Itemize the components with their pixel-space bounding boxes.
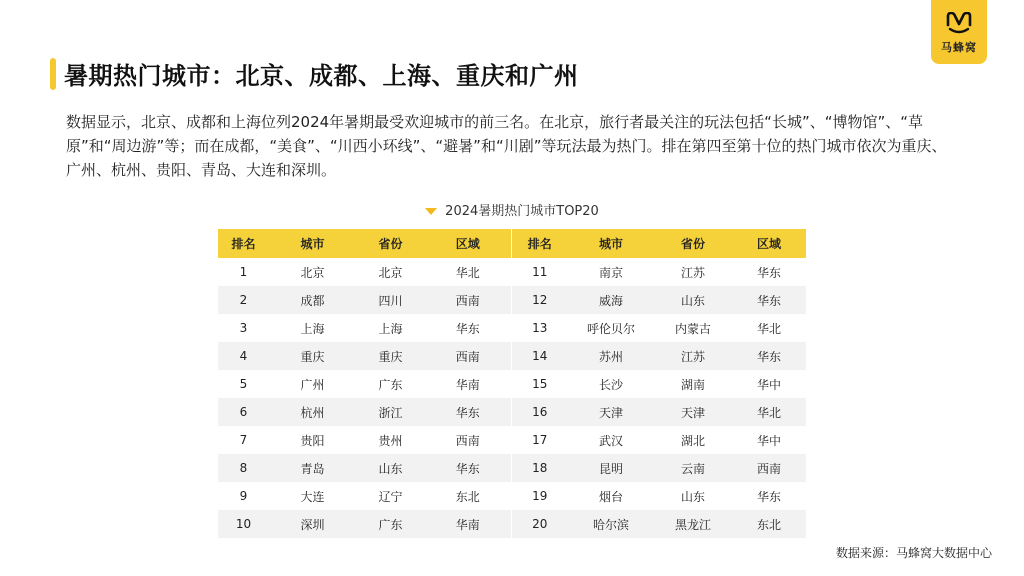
province-cell: 贵州 bbox=[378, 433, 403, 448]
rank-cell: 14 bbox=[511, 342, 568, 370]
header-province: 省份 bbox=[356, 229, 425, 258]
rank-cell: 3 bbox=[239, 321, 248, 335]
rank-cell: 20 bbox=[511, 510, 568, 538]
city-cell: 深圳 bbox=[269, 510, 356, 538]
province-cell: 山东 bbox=[356, 454, 425, 482]
province-cell: 重庆 bbox=[356, 342, 425, 370]
province-cell: 内蒙古 bbox=[674, 321, 711, 336]
rank-cell: 11 bbox=[532, 265, 548, 279]
region-cell: 华东 bbox=[756, 489, 781, 504]
province-cell: 广东 bbox=[378, 377, 403, 392]
region-cell: 华中 bbox=[756, 377, 781, 392]
province-cell: 湖北 bbox=[680, 433, 705, 448]
city-cell: 北京 bbox=[300, 265, 325, 280]
city-cell: 青岛 bbox=[269, 454, 356, 482]
city-cell: 成都 bbox=[269, 286, 356, 314]
city-cell: 长沙 bbox=[598, 377, 623, 392]
summary-paragraph: 数据显示，北京、成都和上海位列2024年暑期最受欢迎城市的前三名。在北京，旅行者最关注的玩法包括“长城”、“博物馆”、“草原”和“周边游”等；而在成都，“美食”、“川西小环线”、“避暑”和“川剧”等玩法最为热门。排在第四至第十位的热门城市依次为重庆、广州、杭州、贵阳、青岛、大连和深圳。 bbox=[66, 113, 947, 179]
city-cell: 呼伦贝尔 bbox=[586, 321, 635, 336]
region-cell: 华北 bbox=[425, 258, 511, 286]
rank-cell: 4 bbox=[218, 342, 269, 370]
city-cell: 南京 bbox=[598, 265, 623, 280]
city-cell: 上海 bbox=[300, 321, 325, 336]
region-cell: 华南 bbox=[425, 370, 511, 398]
header-province: 省份 bbox=[654, 229, 732, 258]
table-header-row bbox=[218, 229, 806, 258]
table-row bbox=[218, 510, 806, 538]
table-row bbox=[218, 370, 806, 398]
city-ranking-table bbox=[218, 229, 806, 538]
province-cell: 上海 bbox=[378, 321, 403, 336]
rank-cell: 6 bbox=[218, 398, 269, 426]
header-city: 城市 bbox=[568, 229, 654, 258]
rank-cell: 9 bbox=[239, 489, 248, 503]
rank-cell: 13 bbox=[532, 321, 548, 335]
region-cell: 华东 bbox=[425, 314, 511, 342]
province-cell: 湖南 bbox=[680, 377, 705, 392]
rank-cell: 17 bbox=[532, 433, 548, 447]
logo-text: 马蜂窝 bbox=[941, 40, 977, 54]
city-cell: 大连 bbox=[300, 489, 325, 504]
province-cell: 辽宁 bbox=[378, 489, 403, 504]
province-cell: 云南 bbox=[654, 454, 732, 482]
header-rank: 排名 bbox=[218, 229, 269, 258]
rank-cell: 18 bbox=[511, 454, 568, 482]
province-cell: 山东 bbox=[654, 286, 732, 314]
city-cell: 苏州 bbox=[568, 342, 654, 370]
city-cell: 武汉 bbox=[598, 433, 623, 448]
rank-cell: 12 bbox=[511, 286, 568, 314]
header-region: 区域 bbox=[425, 229, 511, 258]
province-cell: 江苏 bbox=[680, 265, 705, 280]
city-cell: 重庆 bbox=[269, 342, 356, 370]
region-cell: 华南 bbox=[425, 510, 511, 538]
region-cell: 西南 bbox=[425, 426, 511, 454]
city-cell: 昆明 bbox=[568, 454, 654, 482]
province-cell: 浙江 bbox=[356, 398, 425, 426]
region-cell: 华东 bbox=[425, 454, 511, 482]
province-cell: 江苏 bbox=[654, 342, 732, 370]
brand-logo bbox=[931, 0, 987, 64]
region-cell: 东北 bbox=[732, 510, 806, 538]
header-rank: 排名 bbox=[511, 229, 568, 258]
province-cell: 北京 bbox=[378, 265, 403, 280]
table-row bbox=[218, 454, 806, 482]
header-region: 区域 bbox=[732, 229, 806, 258]
rank-cell: 1 bbox=[239, 265, 248, 279]
region-cell: 华东 bbox=[732, 342, 806, 370]
city-cell: 贵阳 bbox=[300, 433, 325, 448]
triangle-down-icon bbox=[425, 208, 437, 215]
rank-cell: 10 bbox=[218, 510, 269, 538]
city-cell: 广州 bbox=[300, 377, 325, 392]
region-cell: 西南 bbox=[732, 454, 806, 482]
table-row bbox=[218, 426, 806, 454]
city-cell: 杭州 bbox=[269, 398, 356, 426]
province-cell: 山东 bbox=[680, 489, 705, 504]
province-cell: 天津 bbox=[654, 398, 732, 426]
region-cell: 西南 bbox=[425, 342, 511, 370]
region-cell: 华中 bbox=[756, 433, 781, 448]
page-title: 暑期热门城市：北京、成都、上海、重庆和广州 bbox=[64, 62, 579, 90]
table-row bbox=[218, 258, 806, 286]
region-cell: 华东 bbox=[425, 398, 511, 426]
data-source-note: 数据来源：马蜂窝大数据中心 bbox=[835, 546, 992, 560]
region-cell: 西南 bbox=[425, 286, 511, 314]
region-cell: 华东 bbox=[756, 265, 781, 280]
city-cell: 天津 bbox=[568, 398, 654, 426]
header-city: 城市 bbox=[269, 229, 356, 258]
region-cell: 华北 bbox=[756, 321, 781, 336]
region-cell: 华北 bbox=[732, 398, 806, 426]
mafengwo-logo-icon bbox=[945, 12, 973, 34]
city-cell: 哈尔滨 bbox=[568, 510, 654, 538]
rank-cell: 5 bbox=[239, 377, 248, 391]
table-row bbox=[218, 314, 806, 342]
table-title bbox=[0, 200, 1024, 219]
province-cell: 黑龙江 bbox=[654, 510, 732, 538]
rank-cell: 2 bbox=[218, 286, 269, 314]
table-row bbox=[218, 342, 806, 370]
city-cell: 威海 bbox=[568, 286, 654, 314]
table-row bbox=[218, 482, 806, 510]
rank-cell: 15 bbox=[532, 377, 548, 391]
rank-cell: 7 bbox=[239, 433, 248, 447]
city-cell: 烟台 bbox=[598, 489, 623, 504]
rank-cell: 19 bbox=[532, 489, 548, 503]
province-cell: 广东 bbox=[356, 510, 425, 538]
rank-cell: 8 bbox=[218, 454, 269, 482]
title-accent-bar bbox=[50, 58, 56, 90]
province-cell: 四川 bbox=[356, 286, 425, 314]
rank-cell: 16 bbox=[511, 398, 568, 426]
table-row bbox=[218, 286, 806, 314]
table-row bbox=[218, 398, 806, 426]
region-cell: 华东 bbox=[732, 286, 806, 314]
table-title-text: 2024暑期热门城市TOP20 bbox=[445, 204, 599, 219]
region-cell: 东北 bbox=[425, 482, 511, 510]
